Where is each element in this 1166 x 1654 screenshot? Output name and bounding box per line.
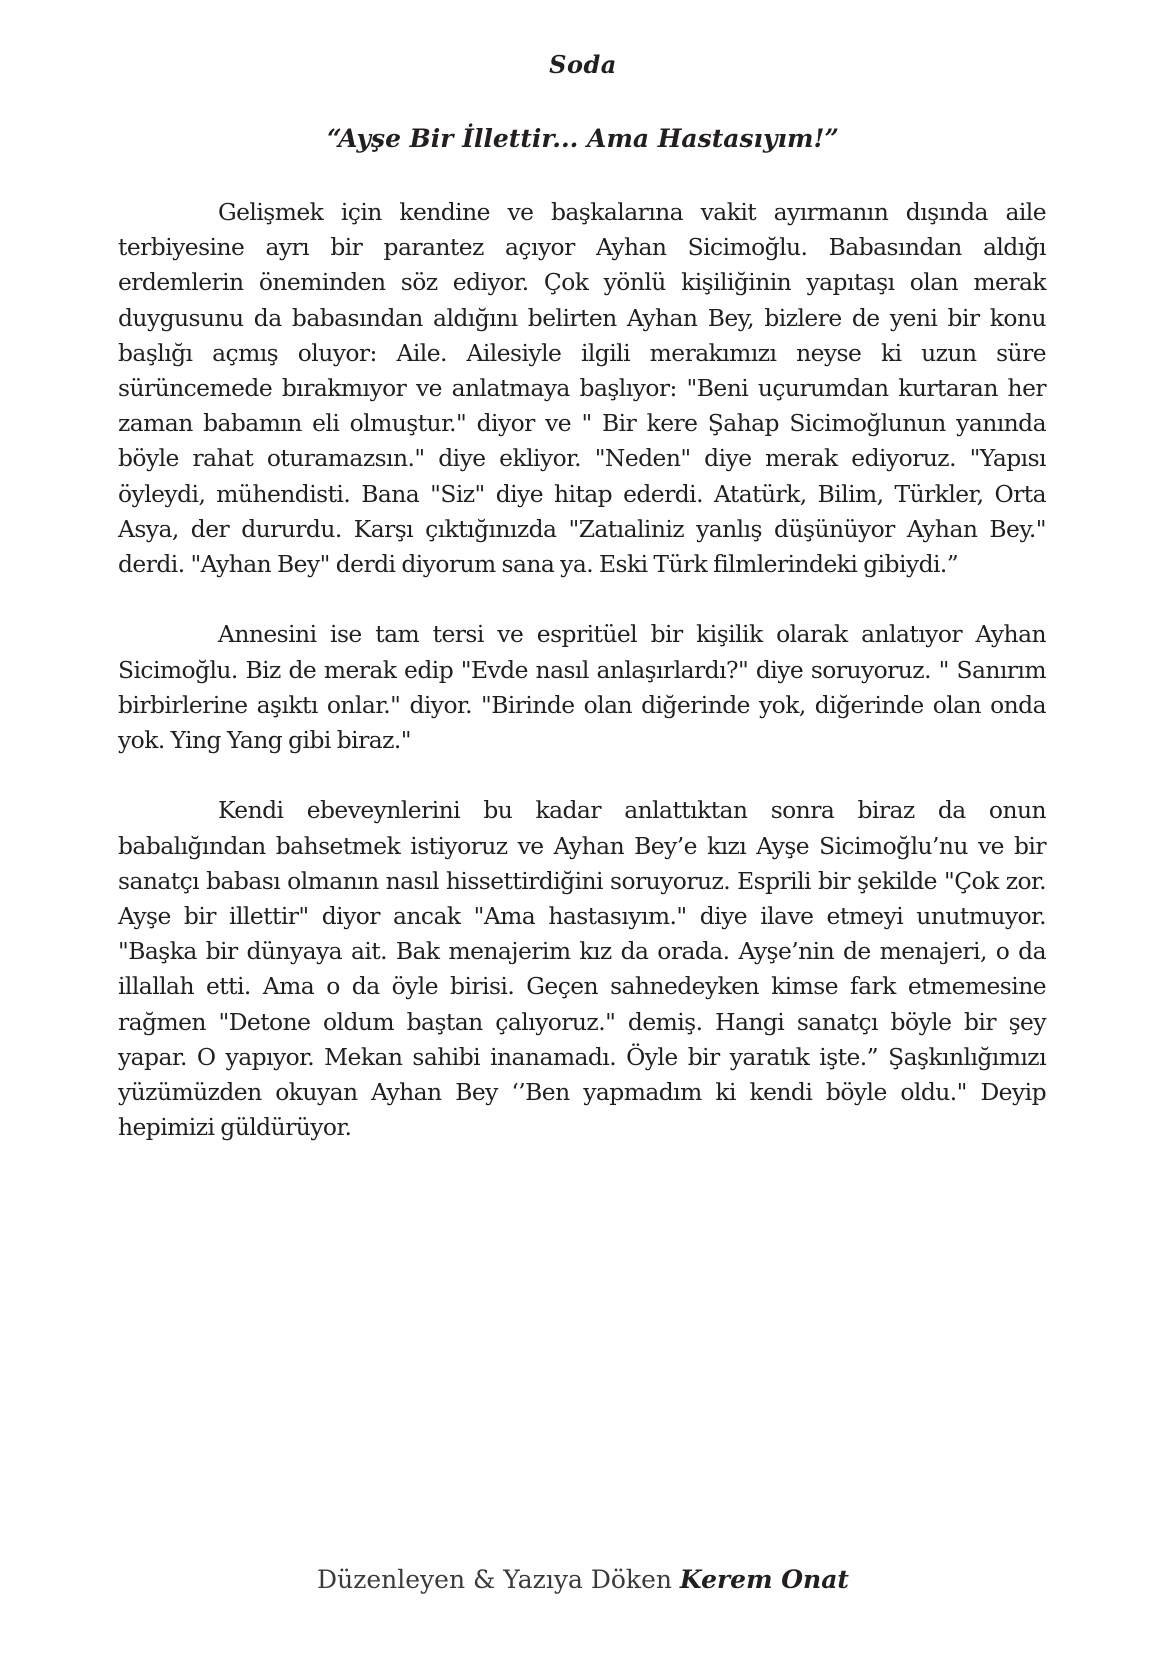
footer-author-name: Kerem Onat xyxy=(679,1565,849,1594)
running-header: Soda xyxy=(549,50,617,79)
paragraph-daughter-ayse: Kendi ebeveynlerini bu kadar anlattıktan sonra biraz da onun babalığından bahsetmek istiyoruz ve Ayhan Bey’e kızı Ayşe Sicimoğlu’nu ve bir sanatçı babası olmanın nasıl hissettirdiğini soruyoruz. Esprili bir şekilde "Çok zor. Ayşe bir illettir" diyor ancak "Ama hastasıyım." diye ilave etmeyi unutmuyor. "Başka bir dünyaya ait. Bak menajerim kız da orada. Ayşe’nin de menajeri, o da illallah etti. Ama o da öyle birisi. Geçen sahnedeyken kimse fark etmemesine rağmen "Detone oldum baştan çalıyoruz." demiş. Hangi sanatçı böyle bir şey yapar. O yapıyor. Mekan sahibi inanamadı. Öyle bir yaratık işte.” Şaşkınlığımızı yüzümüzden okuyan Ayhan Bey ‘’Ben yapmadım ki kendi böyle oldu." Deyip hepimizi güldürüyor. xyxy=(118,796,1046,1142)
article-body xyxy=(118,195,1046,1181)
page-footer xyxy=(0,1565,1166,1594)
paragraph-mother: Annesini ise tam tersi ve espritüel bir kişilik olarak anlatıyor Ayhan Sicimoğlu. Biz de merak edip "Evde nasıl anlaşırlardı?" diye soruyoruz. " Sanırım birbirlerine aşıktı onlar." diyor. "Birinde olan diğerinde yok, diğerinde olan onda yok. Ying Yang gibi biraz." xyxy=(118,620,1046,755)
footer-credit-label: Düzenleyen & Yazıya Döken xyxy=(317,1565,672,1594)
paragraph-family-father: Gelişmek için kendine ve başkalarına vakit ayırmanın dışında aile terbiyesine ayrı bir parantez açıyor Ayhan Sicimoğlu. Babasından aldığı erdemlerin öneminden söz ediyor. Çok yönlü kişiliğinin yapıtaşı olan merak duygusunu da babasından aldığını belirten Ayhan Bey, bizlere de yeni bir konu başlığı açmış oluyor: Aile. Ailesiyle ilgili merakımızı neyse ki uzun süre sürüncemede bırakmıyor ve anlatmaya başlıyor: "Beni uçurumdan kurtaran her zaman babamın eli olmuştur." diyor ve " Bir kere Şahap Sicimoğlunun yanında böyle rahat oturamazsın." diye ekliyor. "Neden" diye merak ediyoruz. "Yapısı öyleydi, mühendisti. Bana "Siz" diye hitap ederdi. Atatürk, Bilim, Türkler, Orta Asya, der dururdu. Karşı çıktığınızda "Zatıaliniz yanlış düşünüyor Ayhan Bey." derdi. "Ayhan Bey" derdi diyorum sana ya. Eski Türk filmlerindeki gibiydi.” xyxy=(118,198,1046,579)
article-title: “Ayşe Bir İllettir... Ama Hastasıyım!” xyxy=(327,124,839,153)
